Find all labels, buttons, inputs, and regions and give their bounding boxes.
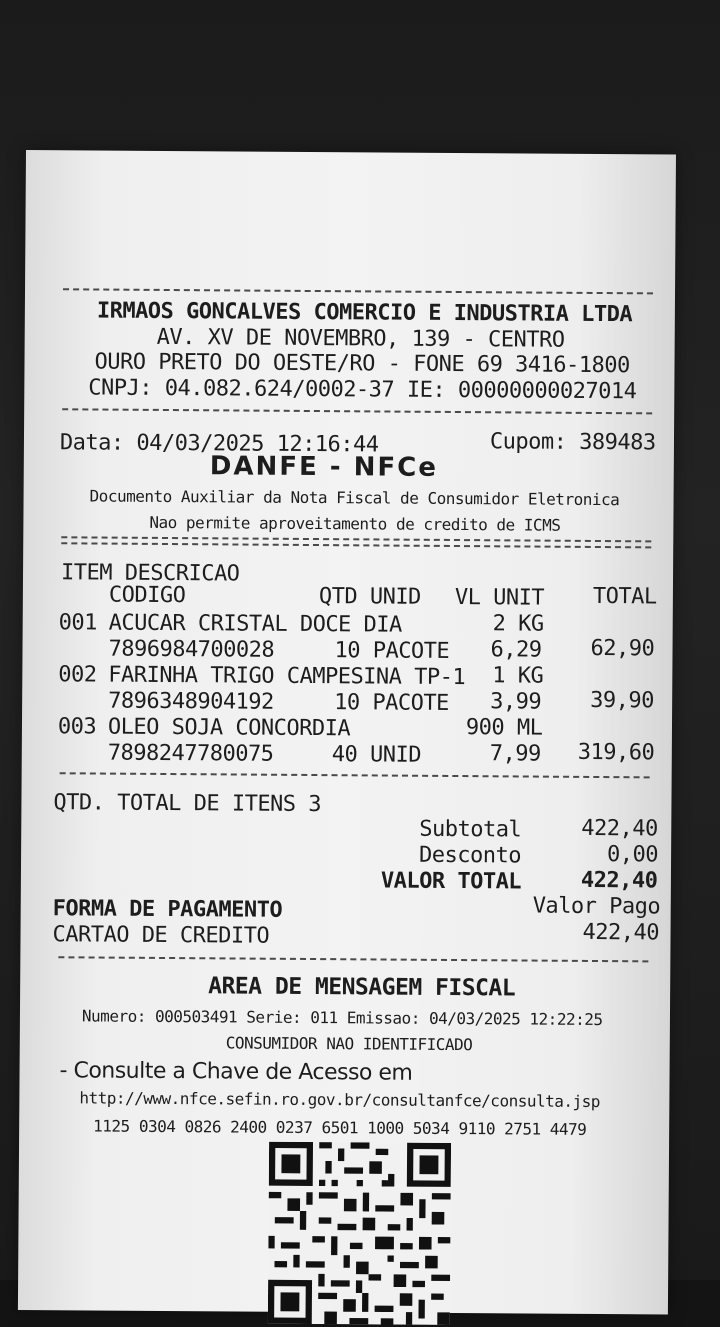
item-measure: 1 KG [492,663,544,689]
divider [62,408,652,414]
item-qty: 40 UNID [331,742,422,768]
double-divider [61,536,651,548]
consumer-status: CONSUMIDOR NAO IDENTIFICADO [225,1033,473,1055]
item-qty: 10 PACOTE [334,638,450,664]
item-unit-price: 3,99 [490,689,542,715]
item-unit-price: 6,29 [490,637,542,663]
doc-title: DANFE - NFCe [209,451,439,483]
payment-amount: 422,40 [582,919,660,946]
discount-value: 0,00 [607,842,659,868]
item-total: 319,60 [577,739,655,766]
col-vl-unit: VL UNIT [454,585,545,611]
company-address: AV. XV DE NOVEMBRO, 139 - CENTRO [156,324,565,353]
item-measure: 900 ML [465,715,543,741]
item-number: 002 [58,662,97,688]
company-cnpj-ie: CNPJ: 04.082.624/0002-37 IE: 00000000027014 [88,375,637,405]
discount-label: Desconto [418,842,522,869]
item-code: 7898247780075 [107,740,274,767]
doc-icms-note: Nao permite aproveitamento de credito de ICMS [149,512,561,535]
fiscal-numero: Numero: 000503491 Serie: 011 Emissao: 04/03/2025 12:22:25 [81,1006,603,1030]
item-number: 003 [57,714,97,740]
item-description: FARINHA TRIGO CAMPESINA TP-1 [108,662,466,691]
access-key: 1125 0304 0826 2400 0237 6501 1000 5034 9110 2751 4479 [93,1116,587,1139]
divider [60,772,650,778]
doc-subtitle: Documento Auxiliar da Nota Fiscal de Consumidor Eletronica [89,486,620,510]
item-code: 7896984700028 [108,636,275,663]
company-city-phone: OURO PRETO DO OESTE/RO - FONE 69 3416-1800 [94,349,630,379]
total-items-count: QTD. TOTAL DE ITENS 3 [53,790,322,818]
total-label: VALOR TOTAL [380,868,522,895]
item-unit-price: 7,99 [489,741,541,767]
item-total: 62,90 [590,635,655,662]
subtotal-value: 422,40 [581,815,658,842]
company-name: IRMAOS GONCALVES COMERCIO E INDUSTRIA LTDA [96,298,633,328]
col-total: TOTAL [592,583,657,610]
divider [63,288,653,294]
item-description: ACUCAR CRISTAL DOCE DIA [108,610,402,638]
payment-method: CARTAO DE CREDITO [52,922,270,949]
item-total: 39,90 [590,687,654,714]
coupon-number: Cupom: 389483 [489,429,656,456]
total-value: 422,40 [580,867,658,894]
paid-label: Valor Pago [532,893,661,920]
item-description: OLEO SOJA CONCORDIA [107,714,351,742]
col-item-desc: ITEM DESCRICAO [60,560,240,587]
issue-date: Data: 04/03/2025 12:16:44 [59,430,379,458]
col-codigo: CODIGO [108,582,186,609]
item-measure: 2 KG [492,611,544,637]
fiscal-title: AREA DE MENSAGEM FISCAL [208,973,516,1002]
col-qtd-unid: QTD UNID [318,584,421,610]
subtotal-label: Subtotal [419,816,522,843]
consult-url: http://www.nfce.sefin.ro.gov.br/consultanfce/consulta.jsp [79,1088,601,1112]
item-number: 001 [58,610,98,636]
qr-code-icon [268,1142,451,1325]
item-code: 7896348904192 [108,688,274,715]
item-qty: 10 PACOTE [334,690,449,716]
receipt-paper [18,150,676,1315]
consult-note: - Consulte a Chave de Acesso em [59,1058,413,1086]
payment-header: FORMA DE PAGAMENTO [52,896,283,923]
divider [58,956,648,962]
